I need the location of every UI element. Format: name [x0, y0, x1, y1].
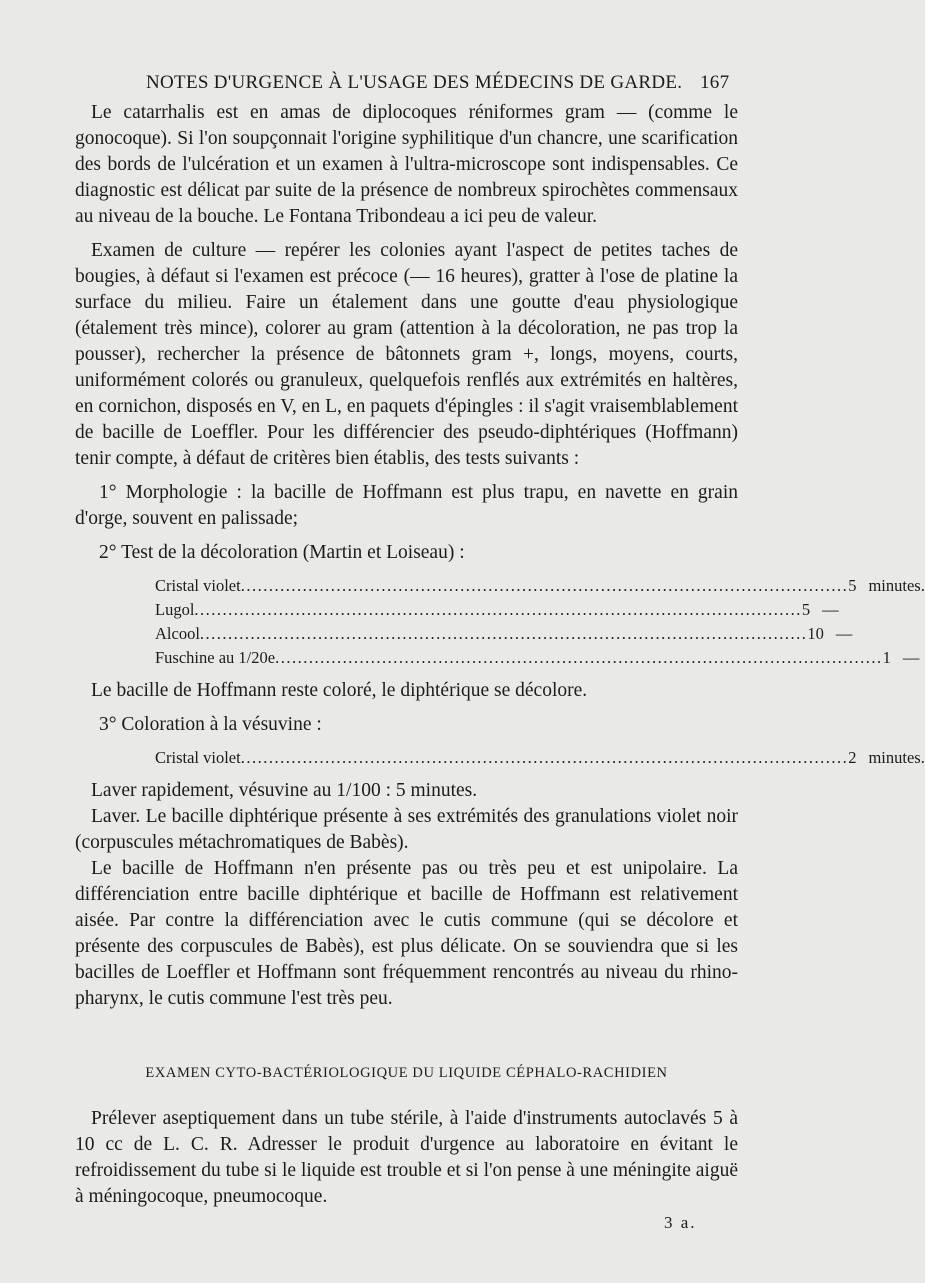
item-test-decoloration: 2° Test de la décoloration (Martin et Loiseau) : — [99, 542, 465, 563]
recipe-value: 10 — [807, 624, 824, 643]
page-number: 167 — [700, 72, 730, 93]
recipe-name: Lugol — [155, 600, 195, 619]
signature-mark: 3 a. — [664, 1213, 697, 1232]
vesuvine-recipe — [155, 746, 925, 770]
recipe-row — [155, 622, 853, 646]
paragraph-catarrhalis: Le catarrhalis est en amas de diplocoques réniformes gram — (comme le gonocoque). Si l'on soupçonnait l'origine syphilitique d'un chancre, une scarification des bords de l'ulcération et un examen à l'ultra-microscope sont indispensables. Ce diagnostic est délicat par suite de la présence de nombreux spirochètes commensaux au niveau de la bouche. Le Fontana Tribondeau a ici peu de valeur. — [75, 102, 738, 227]
recipe-value: 5 — [801, 600, 811, 619]
recipe-unit: — — [902, 648, 920, 667]
recipe-value: 2 — [848, 748, 857, 767]
paragraph-examen-culture: Examen de culture — repérer les colonies ayant l'aspect de petites taches de bougies, à défaut si l'examen est précoce (— 16 heures), gratter à l'ose de platine la surface du milieu. Faire un étalement dans une goutte d'eau physiologique (étalement très mince), colorer au gram (attention à la décoloration, ne pas trop la pousser), rechercher la présence de bâtonnets gram +, longs, moyens, courts, uniformément colorés ou granuleux, quelquefois renflés aux extrémités en haltères, en cornichon, disposés en V, en L, en paquets d'épingles : il s'agit vraisemblablement de bacille de Loeffler. Pour les différencier des pseudo-diphtériques (Hoffmann) tenir compte, à défaut de critères bien établis, des tests suivants : — [75, 240, 738, 469]
item-coloration-vesuvine: 3° Coloration à la vésuvine : — [99, 714, 322, 735]
recipe-row — [155, 646, 920, 670]
recipe-value: 5 — [848, 576, 857, 595]
recipe-row — [155, 598, 839, 622]
leader-dots: ............................................................................................................ — [275, 648, 883, 667]
leader-dots: ............................................................................................................ — [199, 624, 808, 643]
recipe-value: 1 — [882, 648, 891, 667]
section-title: EXAMEN CYTO-BACTÉRIOLOGIQUE DU LIQUIDE CÉPHALO-RACHIDIEN — [145, 1065, 668, 1081]
body-text — [75, 100, 925, 1210]
paragraph-laver-rapidement: Laver rapidement, vésuvine au 1/100 : 5 minutes. — [91, 780, 478, 801]
paragraph-result-hoffmann: Le bacille de Hoffmann reste coloré, le diphtérique se décolore. — [91, 680, 588, 701]
recipe-row — [155, 746, 925, 770]
page-header — [0, 72, 800, 102]
recipe-unit: minutes. — [868, 748, 925, 767]
recipe-unit: — — [822, 600, 839, 619]
paragraph-prelever: Prélever aseptiquement dans un tube stérile, à l'aide d'instruments autoclavés 5 à 10 cc de L. C. R. Adresser le produit d'urgence au laboratoire en évitant le refroidissement du tube si le liquide est trouble et si l'on pense à une méningite aiguë à méningocoque, pneumocoque. — [75, 1108, 738, 1207]
recipe-name: Fuschine au 1/20e — [155, 648, 276, 667]
paragraph-laver: Laver. Le bacille diphtérique présente à ses extrémités des granulations violet noir (corpuscules métachromatiques de Babès). — [75, 806, 738, 853]
decoloration-recipe — [155, 574, 925, 670]
recipe-name: Cristal violet — [155, 576, 241, 595]
running-head: NOTES D'URGENCE À L'USAGE DES MÉDECINS DE GARDE. — [146, 72, 683, 93]
item-morphologie: 1° Morphologie : la bacille de Hoffmann est plus trapu, en navette en grain d'orge, souvent en palissade; — [75, 482, 738, 529]
recipe-row — [155, 574, 925, 598]
leader-dots: ............................................................................................................ — [194, 600, 802, 619]
paragraph-hoffmann-unipolaire: Le bacille de Hoffmann n'en présente pas ou très peu et est unipolaire. La différenciation entre bacille diphtérique et bacille de Hoffmann est relativement aisée. Par contre la différenciation avec le cutis commune (qui se décolore et présente des corpuscules de Babès), est plus délicate. On se souviendra que si les bacilles de Loeffler et Hoffmann sont fréquemment rencontrés au niveau du rhino-pharynx, le cutis commune l'est très peu. — [75, 858, 738, 1009]
recipe-name: Cristal violet — [155, 748, 241, 767]
recipe-name: Alcool — [155, 624, 200, 643]
leader-dots: ............................................................................................................ — [240, 576, 849, 595]
leader-dots: ............................................................................................................ — [240, 748, 849, 767]
recipe-unit: minutes. — [868, 576, 925, 595]
recipe-unit: — — [835, 624, 853, 643]
